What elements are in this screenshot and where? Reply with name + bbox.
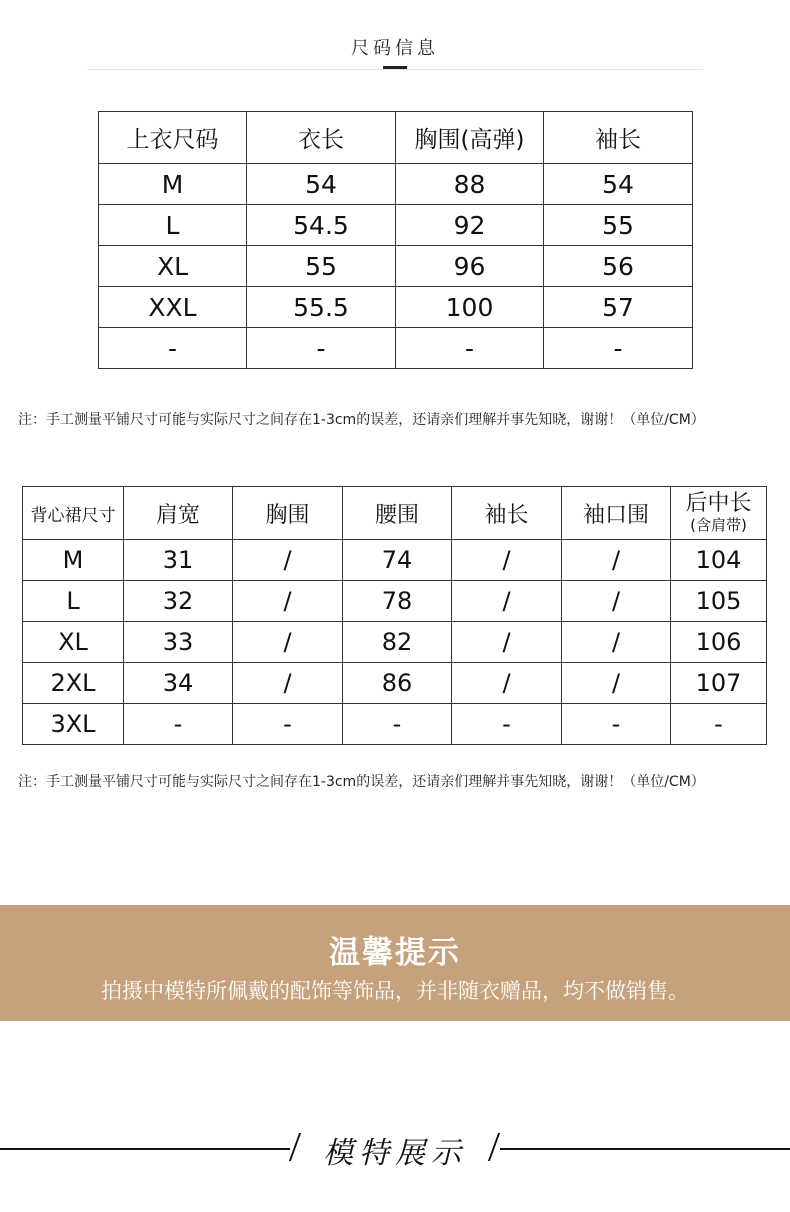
tips-title: 温馨提示: [329, 935, 461, 971]
header-cell: 胸围(高弹): [396, 112, 544, 164]
table-cell: 100: [396, 287, 544, 328]
table-cell: -: [247, 328, 396, 369]
table-cell: 107: [671, 663, 767, 704]
table-cell: -: [562, 704, 671, 745]
measurement-note: 注：手工测量平铺尺寸可能与实际尺寸之间存在1-3cm的误差，还请亲们理解并事先知晓，谢谢！（单位/CM）: [18, 774, 705, 790]
table-row: [23, 663, 767, 704]
table-cell: /: [452, 540, 562, 581]
table-cell: 31: [124, 540, 233, 581]
table-cell: /: [452, 622, 562, 663]
table-row: [23, 704, 767, 745]
table-cell: L: [23, 581, 124, 622]
header-cell: 背心裙尺寸: [23, 487, 124, 540]
table-header-row: [99, 112, 693, 164]
header-cell: 袖口围: [562, 487, 671, 540]
table-cell: 56: [544, 246, 693, 287]
table-cell: 96: [396, 246, 544, 287]
table-cell: -: [124, 704, 233, 745]
table-cell: /: [233, 581, 343, 622]
table-cell: L: [99, 205, 247, 246]
table-row: [99, 287, 693, 328]
table-row: [99, 164, 693, 205]
table-cell: /: [452, 581, 562, 622]
table-row: [99, 246, 693, 287]
header-sub-label: (含肩带): [690, 516, 747, 534]
table-cell: /: [452, 663, 562, 704]
table-cell: XL: [99, 246, 247, 287]
table-row: [99, 205, 693, 246]
table-cell: -: [396, 328, 544, 369]
header-cell: 胸围: [233, 487, 343, 540]
table-cell: 78: [343, 581, 452, 622]
right-divider-line: [500, 1148, 790, 1150]
table-cell: /: [562, 663, 671, 704]
table-cell: 3XL: [23, 704, 124, 745]
title-accent-bar: [383, 66, 407, 69]
table-cell: 33: [124, 622, 233, 663]
table-cell: M: [23, 540, 124, 581]
table-cell: -: [99, 328, 247, 369]
table-cell: 92: [396, 205, 544, 246]
table-cell: /: [233, 663, 343, 704]
table-cell: /: [562, 581, 671, 622]
table-cell: /: [233, 540, 343, 581]
header-cell: 衣长: [247, 112, 396, 164]
table-cell: 55: [544, 205, 693, 246]
table-row: [23, 622, 767, 663]
table-cell: 55.5: [247, 287, 396, 328]
title-divider: [87, 69, 703, 70]
table-cell: 55: [247, 246, 396, 287]
table-cell: -: [544, 328, 693, 369]
header-cell: 袖长: [544, 112, 693, 164]
table-cell: 74: [343, 540, 452, 581]
size-info-title: 尺码信息: [351, 38, 439, 59]
header-cell: [671, 487, 767, 540]
table-cell: /: [562, 540, 671, 581]
table-cell: XL: [23, 622, 124, 663]
model-show-title: 模特展示: [323, 1136, 467, 1171]
tips-banner: [0, 905, 790, 1021]
header-cell: 上衣尺码: [99, 112, 247, 164]
header-main-label: 后中长: [685, 491, 752, 516]
table-row: [23, 581, 767, 622]
table-cell: 105: [671, 581, 767, 622]
table-cell: /: [562, 622, 671, 663]
table-cell: 104: [671, 540, 767, 581]
table-cell: 82: [343, 622, 452, 663]
table-cell: M: [99, 164, 247, 205]
measurement-note: 注：手工测量平铺尺寸可能与实际尺寸之间存在1-3cm的误差，还请亲们理解并事先知晓，谢谢！（单位/CM）: [18, 412, 705, 428]
table-cell: 54: [544, 164, 693, 205]
table-cell: -: [452, 704, 562, 745]
table-row: [23, 540, 767, 581]
table-cell: 54.5: [247, 205, 396, 246]
left-divider-line: [0, 1148, 290, 1150]
table-cell: XXL: [99, 287, 247, 328]
table-row: [99, 328, 693, 369]
top-size-table: [98, 111, 693, 369]
table-cell: 2XL: [23, 663, 124, 704]
table-cell: 88: [396, 164, 544, 205]
table-cell: 34: [124, 663, 233, 704]
table-cell: 86: [343, 663, 452, 704]
header-cell: 腰围: [343, 487, 452, 540]
vest-size-table: [22, 486, 767, 745]
table-cell: 106: [671, 622, 767, 663]
table-cell: -: [343, 704, 452, 745]
table-header-row: [23, 487, 767, 540]
header-cell: 袖长: [452, 487, 562, 540]
table-cell: -: [671, 704, 767, 745]
table-cell: -: [233, 704, 343, 745]
tips-body: 拍摄中模特所佩戴的配饰等饰品，并非随衣赠品，均不做销售。: [101, 979, 689, 1003]
table-cell: 32: [124, 581, 233, 622]
table-cell: 57: [544, 287, 693, 328]
table-cell: 54: [247, 164, 396, 205]
table-cell: /: [233, 622, 343, 663]
header-cell: 肩宽: [124, 487, 233, 540]
